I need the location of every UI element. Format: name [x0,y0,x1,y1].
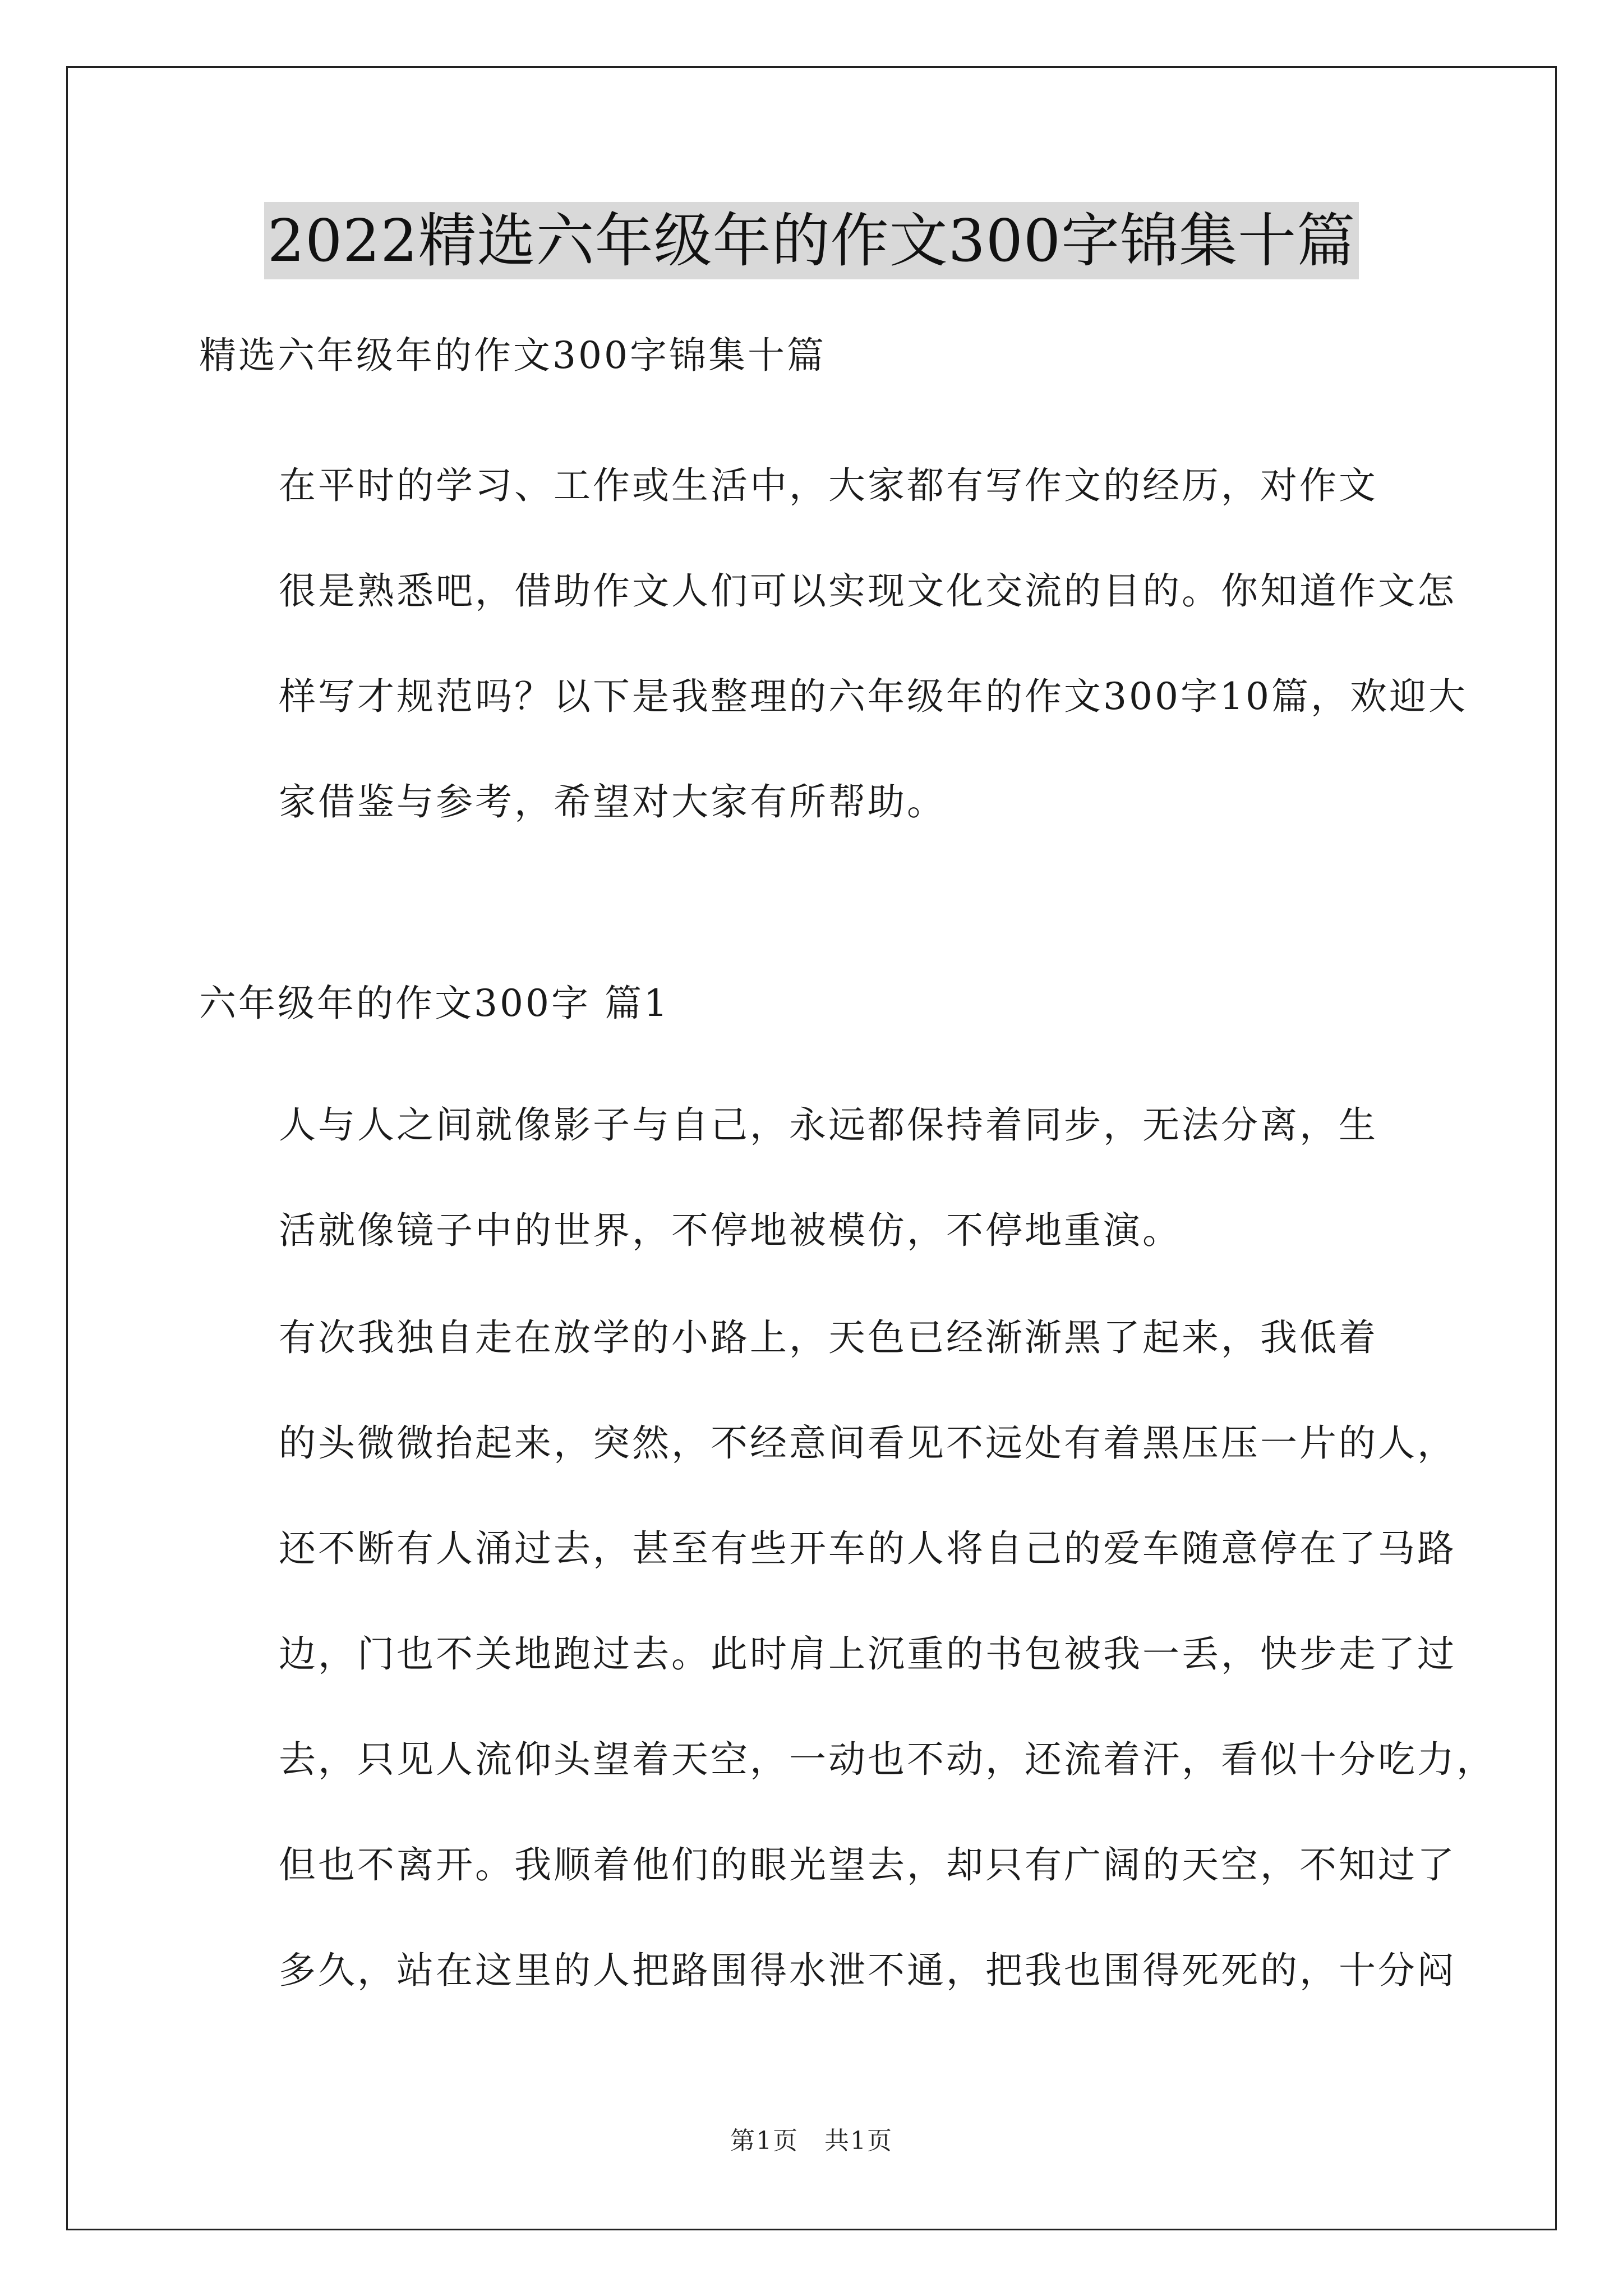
paragraph-line: 人与人之间就像影子与自己，永远都保持着同步，无法分离，生 [279,1103,1378,1147]
intro-line: 家借鉴与参考，希望对大家有所帮助。 [279,780,946,823]
essay-paragraph-1 [199,1073,1427,1283]
paragraph-line: 的头微微抬起来，突然，不经意间看见不远处有着黑压压一片的人， [279,1421,1456,1465]
intro-line: 很是熟悉吧，借助作文人们可以实现文化交流的目的。你知道作文怎 [279,569,1456,613]
paragraph-line: 还不断有人涌过去，甚至有些开车的人将自己的爱车随意停在了马路 [279,1527,1456,1570]
paragraph-line: 边，门也不关地跑过去。此时肩上沉重的书包被我一丢，快步走了过 [279,1632,1456,1676]
paragraph-line: 但也不离开。我顺着他们的眼光望去，却只有广阔的天空，不知过了 [279,1843,1456,1887]
paragraph-line: 有次我独自走在放学的小路上，天色已经渐渐黑了起来，我低着 [279,1316,1378,1359]
intro-line: 在平时的学习、工作或生活中，大家都有写作文的经历，对作文 [279,464,1378,507]
intro-paragraph [199,433,1468,855]
document-subtitle: 精选六年级年的作文300字锦集十篇 [199,334,826,377]
page-footer [0,2120,1623,2156]
document-title: 2022精选六年级年的作文300字锦集十篇 [264,202,1359,279]
page-number: 第1页 [730,2127,799,2155]
paragraph-line: 多久，站在这里的人把路围得水泄不通，把我也围得死死的，十分闷 [279,1949,1456,1992]
section-heading: 六年级年的作文300字 篇1 [199,982,670,1025]
paragraph-line: 活就像镜子中的世界，不停地被模仿，不停地重演。 [279,1209,1182,1252]
paragraph-line: 去，只见人流仰头望着天空，一动也不动，还流着汗，看似十分吃力， [279,1738,1496,1781]
essay-paragraph-2 [199,1285,1496,2023]
page-total: 共1页 [824,2127,893,2155]
title-container [0,202,1623,279]
intro-line: 样写才规范吗？以下是我整理的六年级年的作文300字10篇，欢迎大 [279,675,1468,718]
